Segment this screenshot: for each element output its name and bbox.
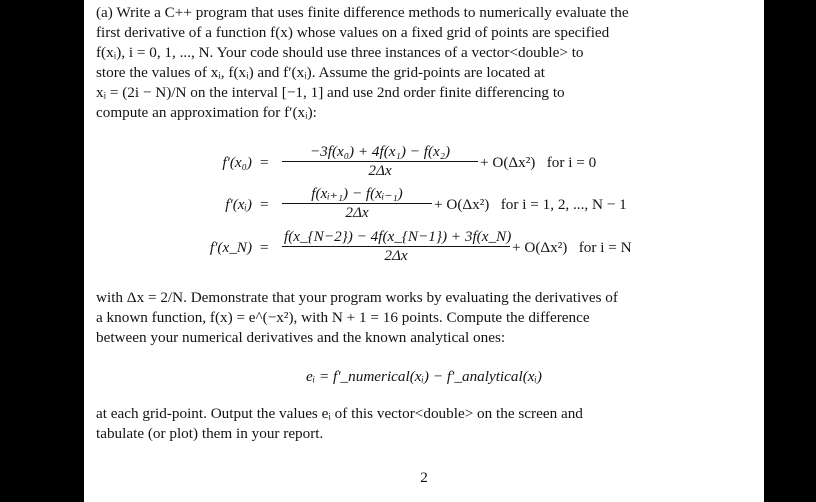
text-line: tabulate (or plot) them in your report. xyxy=(96,425,324,442)
denominator: 2Δx xyxy=(368,162,392,179)
text-line: store the values of xᵢ, f(xᵢ) and f′(xᵢ). Assume the grid-points are located at xyxy=(96,64,545,81)
condition: for i = 1, 2, ..., N − 1 xyxy=(500,196,627,213)
equation-tail xyxy=(480,153,596,173)
text-line: (a) Write a C++ program that uses finite difference methods to numerically evaluate the xyxy=(96,4,629,21)
text-line: compute an approximation for f′(xᵢ): xyxy=(96,104,317,121)
text-line: between your numerical derivatives and the known analytical ones: xyxy=(96,329,506,346)
text-line: xᵢ = (2i − N)/N on the interval [−1, 1] and use 2nd order finite differencing to xyxy=(96,84,565,101)
problem-closing xyxy=(96,404,756,444)
denominator: 2Δx xyxy=(384,247,408,264)
equation-lhs: f′(x₀) xyxy=(222,154,252,171)
denominator: 2Δx xyxy=(345,204,369,221)
order-term: + O(Δx²) xyxy=(480,154,536,171)
equation-lhs: f′(x_N) xyxy=(209,239,252,256)
fraction xyxy=(282,143,478,180)
numerator: f(xᵢ₊₁) − f(xᵢ₋₁) xyxy=(282,185,432,204)
condition: for i = 0 xyxy=(546,154,597,171)
fraction xyxy=(282,185,432,222)
problem-middle xyxy=(96,288,756,348)
text-line: a known function, f(x) = e^(−x²), with N + 1 = 16 points. Compute the difference xyxy=(96,309,590,326)
problem-intro xyxy=(96,3,756,123)
text-line: first derivative of a function f(x) whose values on a fixed grid of points are specified xyxy=(96,24,610,41)
equation-tail xyxy=(434,195,627,215)
equals-sign: = xyxy=(260,196,269,213)
numerator: −3f(x₀) + 4f(x₁) − f(x₂) xyxy=(282,143,478,162)
equation-lhs: f′(xᵢ) xyxy=(225,196,252,213)
page-number: 2 xyxy=(420,469,428,486)
equation-tail xyxy=(512,238,632,258)
equation-central xyxy=(84,185,764,221)
document-page xyxy=(84,0,764,502)
numerator: f(x_{N−2}) − 4f(x_{N−1}) + 3f(x_N) xyxy=(284,228,512,245)
equals-sign: = xyxy=(260,239,269,256)
text-line: f(xᵢ), i = 0, 1, ..., N. Your code should use three instances of a vector<double> to xyxy=(96,44,584,61)
error-equation: eᵢ = f′_numerical(xᵢ) − f′_analytical(xᵢ) xyxy=(306,368,542,385)
text-line: with Δx = 2/N. Demonstrate that your program works by evaluating the derivatives of xyxy=(96,289,618,306)
fraction xyxy=(282,228,510,265)
equals-sign: = xyxy=(260,154,269,171)
order-term: + O(Δx²) xyxy=(512,239,568,256)
equation-forward xyxy=(84,143,764,179)
order-term: + O(Δx²) xyxy=(434,196,490,213)
text-line: at each grid-point. Output the values eᵢ of this vector<double> on the screen and xyxy=(96,405,583,422)
condition: for i = N xyxy=(578,239,632,256)
equation-backward xyxy=(84,228,764,264)
